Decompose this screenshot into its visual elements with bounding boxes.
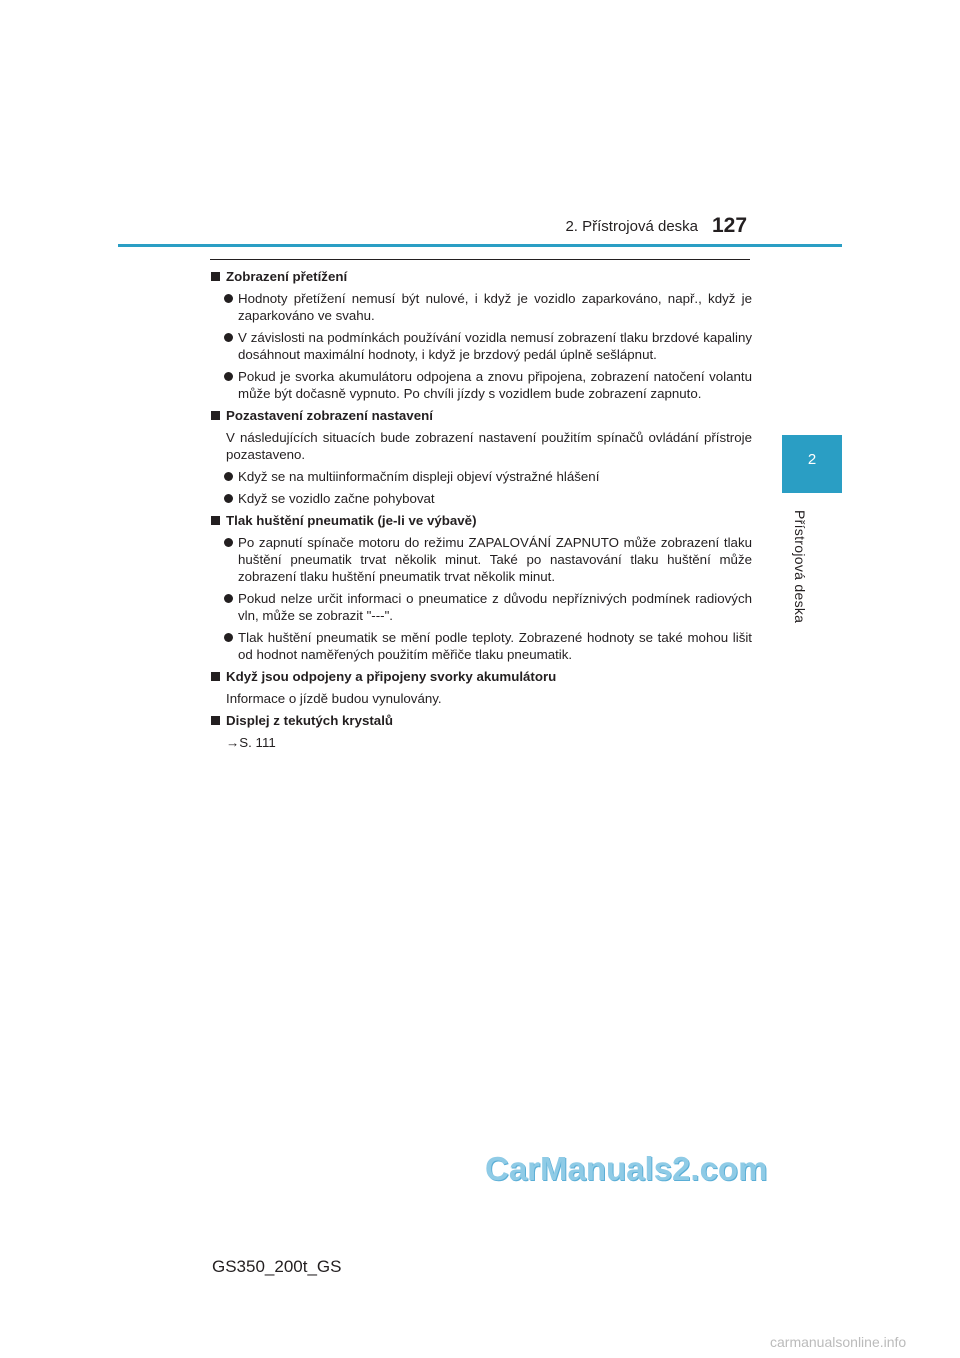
footer-site-watermark: carmanualsonline.info (770, 1334, 907, 1350)
section-heading: Displej z tekutých krystalů (210, 712, 752, 729)
chapter-tab: 2 (782, 435, 842, 493)
square-bullet-icon (211, 716, 220, 725)
list-item: Hodnoty přetížení nemusí být nulové, i když je vozidlo zaparkováno, např., když je zaparkováno ve svahu. (210, 290, 752, 324)
section-heading: Zobrazení přetížení (210, 268, 752, 285)
list-item: V závislosti na podmínkách používání vozidla nemusí zobrazení tlaku brzdové kapaliny dosáhnout maximální hodnoty, i když je brzdový pedál úplně sešlápnut. (210, 329, 752, 363)
section-heading: Pozastavení zobrazení nastavení (210, 407, 752, 424)
circle-bullet-icon (224, 472, 233, 481)
list-item: Když se vozidlo začne pohybovat (210, 490, 752, 507)
section-heading: Tlak huštění pneumatik (je-li ve výbavě) (210, 512, 752, 529)
list-item: Pokud je svorka akumulátoru odpojena a znovu připojena, zobrazení natočení volantu může být dočasně vypnuto. Po chvíli jízdy s vozidlem bude zobrazení zapnuto. (210, 368, 752, 402)
square-bullet-icon (211, 516, 220, 525)
page-reference-link[interactable]: →S. 111 (226, 735, 276, 750)
header-rule (118, 244, 842, 247)
list-item: Tlak huštění pneumatik se mění podle teploty. Zobrazené hodnoty se také mohou lišit od hodnot naměřených použitím měřiče tlaku pneumatik. (210, 629, 752, 663)
page-number: 127 (712, 214, 748, 237)
circle-bullet-icon (224, 538, 233, 547)
square-bullet-icon (211, 411, 220, 420)
circle-bullet-icon (224, 633, 233, 642)
footer-model-code: GS350_200t_GS (212, 1257, 342, 1276)
chapter-side-label: Přístrojová deska (792, 510, 808, 624)
content-top-rule (210, 259, 750, 260)
circle-bullet-icon (224, 294, 233, 303)
page-content (210, 268, 752, 756)
circle-bullet-icon (224, 333, 233, 342)
square-bullet-icon (211, 672, 220, 681)
square-bullet-icon (211, 272, 220, 281)
watermark-logo: CarManuals2.com (485, 1150, 768, 1187)
circle-bullet-icon (224, 494, 233, 503)
section-paragraph: V následujících situacích bude zobrazení nastavení použitím spínačů ovládání přístroje pozastaveno. (226, 430, 752, 462)
list-item: Pokud nelze určit informaci o pneumatice z důvodu nepříznivých podmínek radiových vln, může se zobrazit "---". (210, 590, 752, 624)
circle-bullet-icon (224, 372, 233, 381)
section-heading: Když jsou odpojeny a připojeny svorky akumulátoru (210, 668, 752, 685)
running-header-title: 2. Přístrojová deska (565, 218, 698, 235)
circle-bullet-icon (224, 594, 233, 603)
list-item: Když se na multiinformačním displeji objeví výstražné hlášení (210, 468, 752, 485)
list-item: Po zapnutí spínače motoru do režimu ZAPALOVÁNÍ ZAPNUTO může zobrazení tlaku huštění pneumatik trvat několik minut. Také po nastavování tlaku huštění může zobrazení tlaku huštění pneumatik trvat několik minut. (210, 534, 752, 585)
section-paragraph: Informace o jízdě budou vynulovány. (226, 691, 442, 706)
